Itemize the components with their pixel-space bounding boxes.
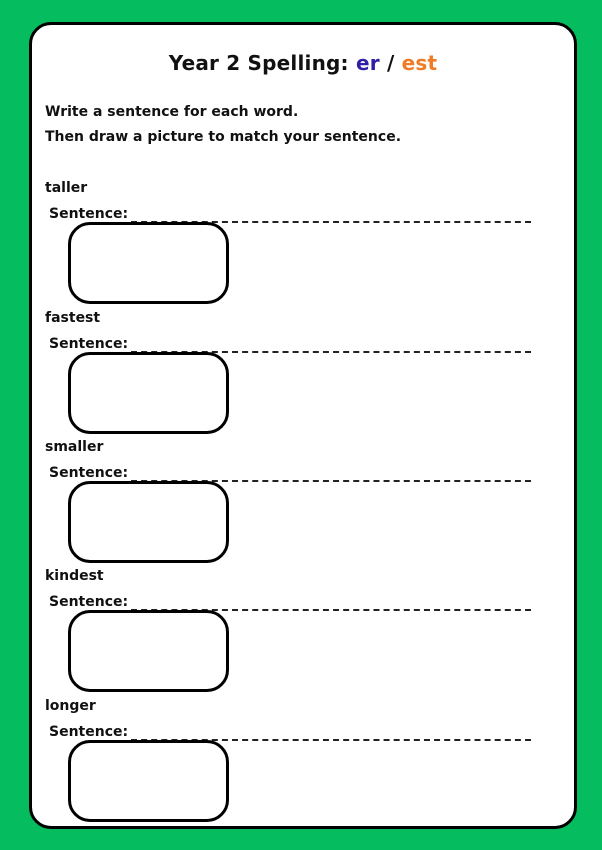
picture-box[interactable] — [68, 610, 229, 692]
title-separator: / — [386, 51, 395, 75]
picture-box[interactable] — [68, 352, 229, 434]
sentence-label: Sentence: — [49, 336, 129, 352]
word-block-kindest — [32, 568, 574, 698]
worksheet — [29, 22, 577, 829]
title-est: est — [401, 51, 438, 75]
title-prefix: Year 2 Spelling: — [168, 51, 349, 75]
word-block-longer — [32, 698, 574, 828]
picture-box[interactable] — [68, 222, 229, 304]
title-er: er — [355, 51, 380, 75]
word-label: fastest — [45, 310, 101, 326]
sentence-label: Sentence: — [49, 465, 129, 481]
sentence-label: Sentence: — [49, 594, 129, 610]
word-label: kindest — [45, 568, 104, 584]
word-block-smaller — [32, 439, 574, 569]
word-block-fastest — [32, 310, 574, 440]
instruction-line-2: Then draw a picture to match your sentence. — [45, 129, 402, 145]
word-label: smaller — [45, 439, 104, 455]
instruction-line-1: Write a sentence for each word. — [45, 104, 299, 120]
word-label: taller — [45, 180, 88, 196]
word-block-taller — [32, 180, 574, 310]
page-title — [32, 51, 574, 75]
word-label: longer — [45, 698, 96, 714]
picture-box[interactable] — [68, 740, 229, 822]
sentence-label: Sentence: — [49, 724, 129, 740]
picture-box[interactable] — [68, 481, 229, 563]
sentence-label: Sentence: — [49, 206, 129, 222]
